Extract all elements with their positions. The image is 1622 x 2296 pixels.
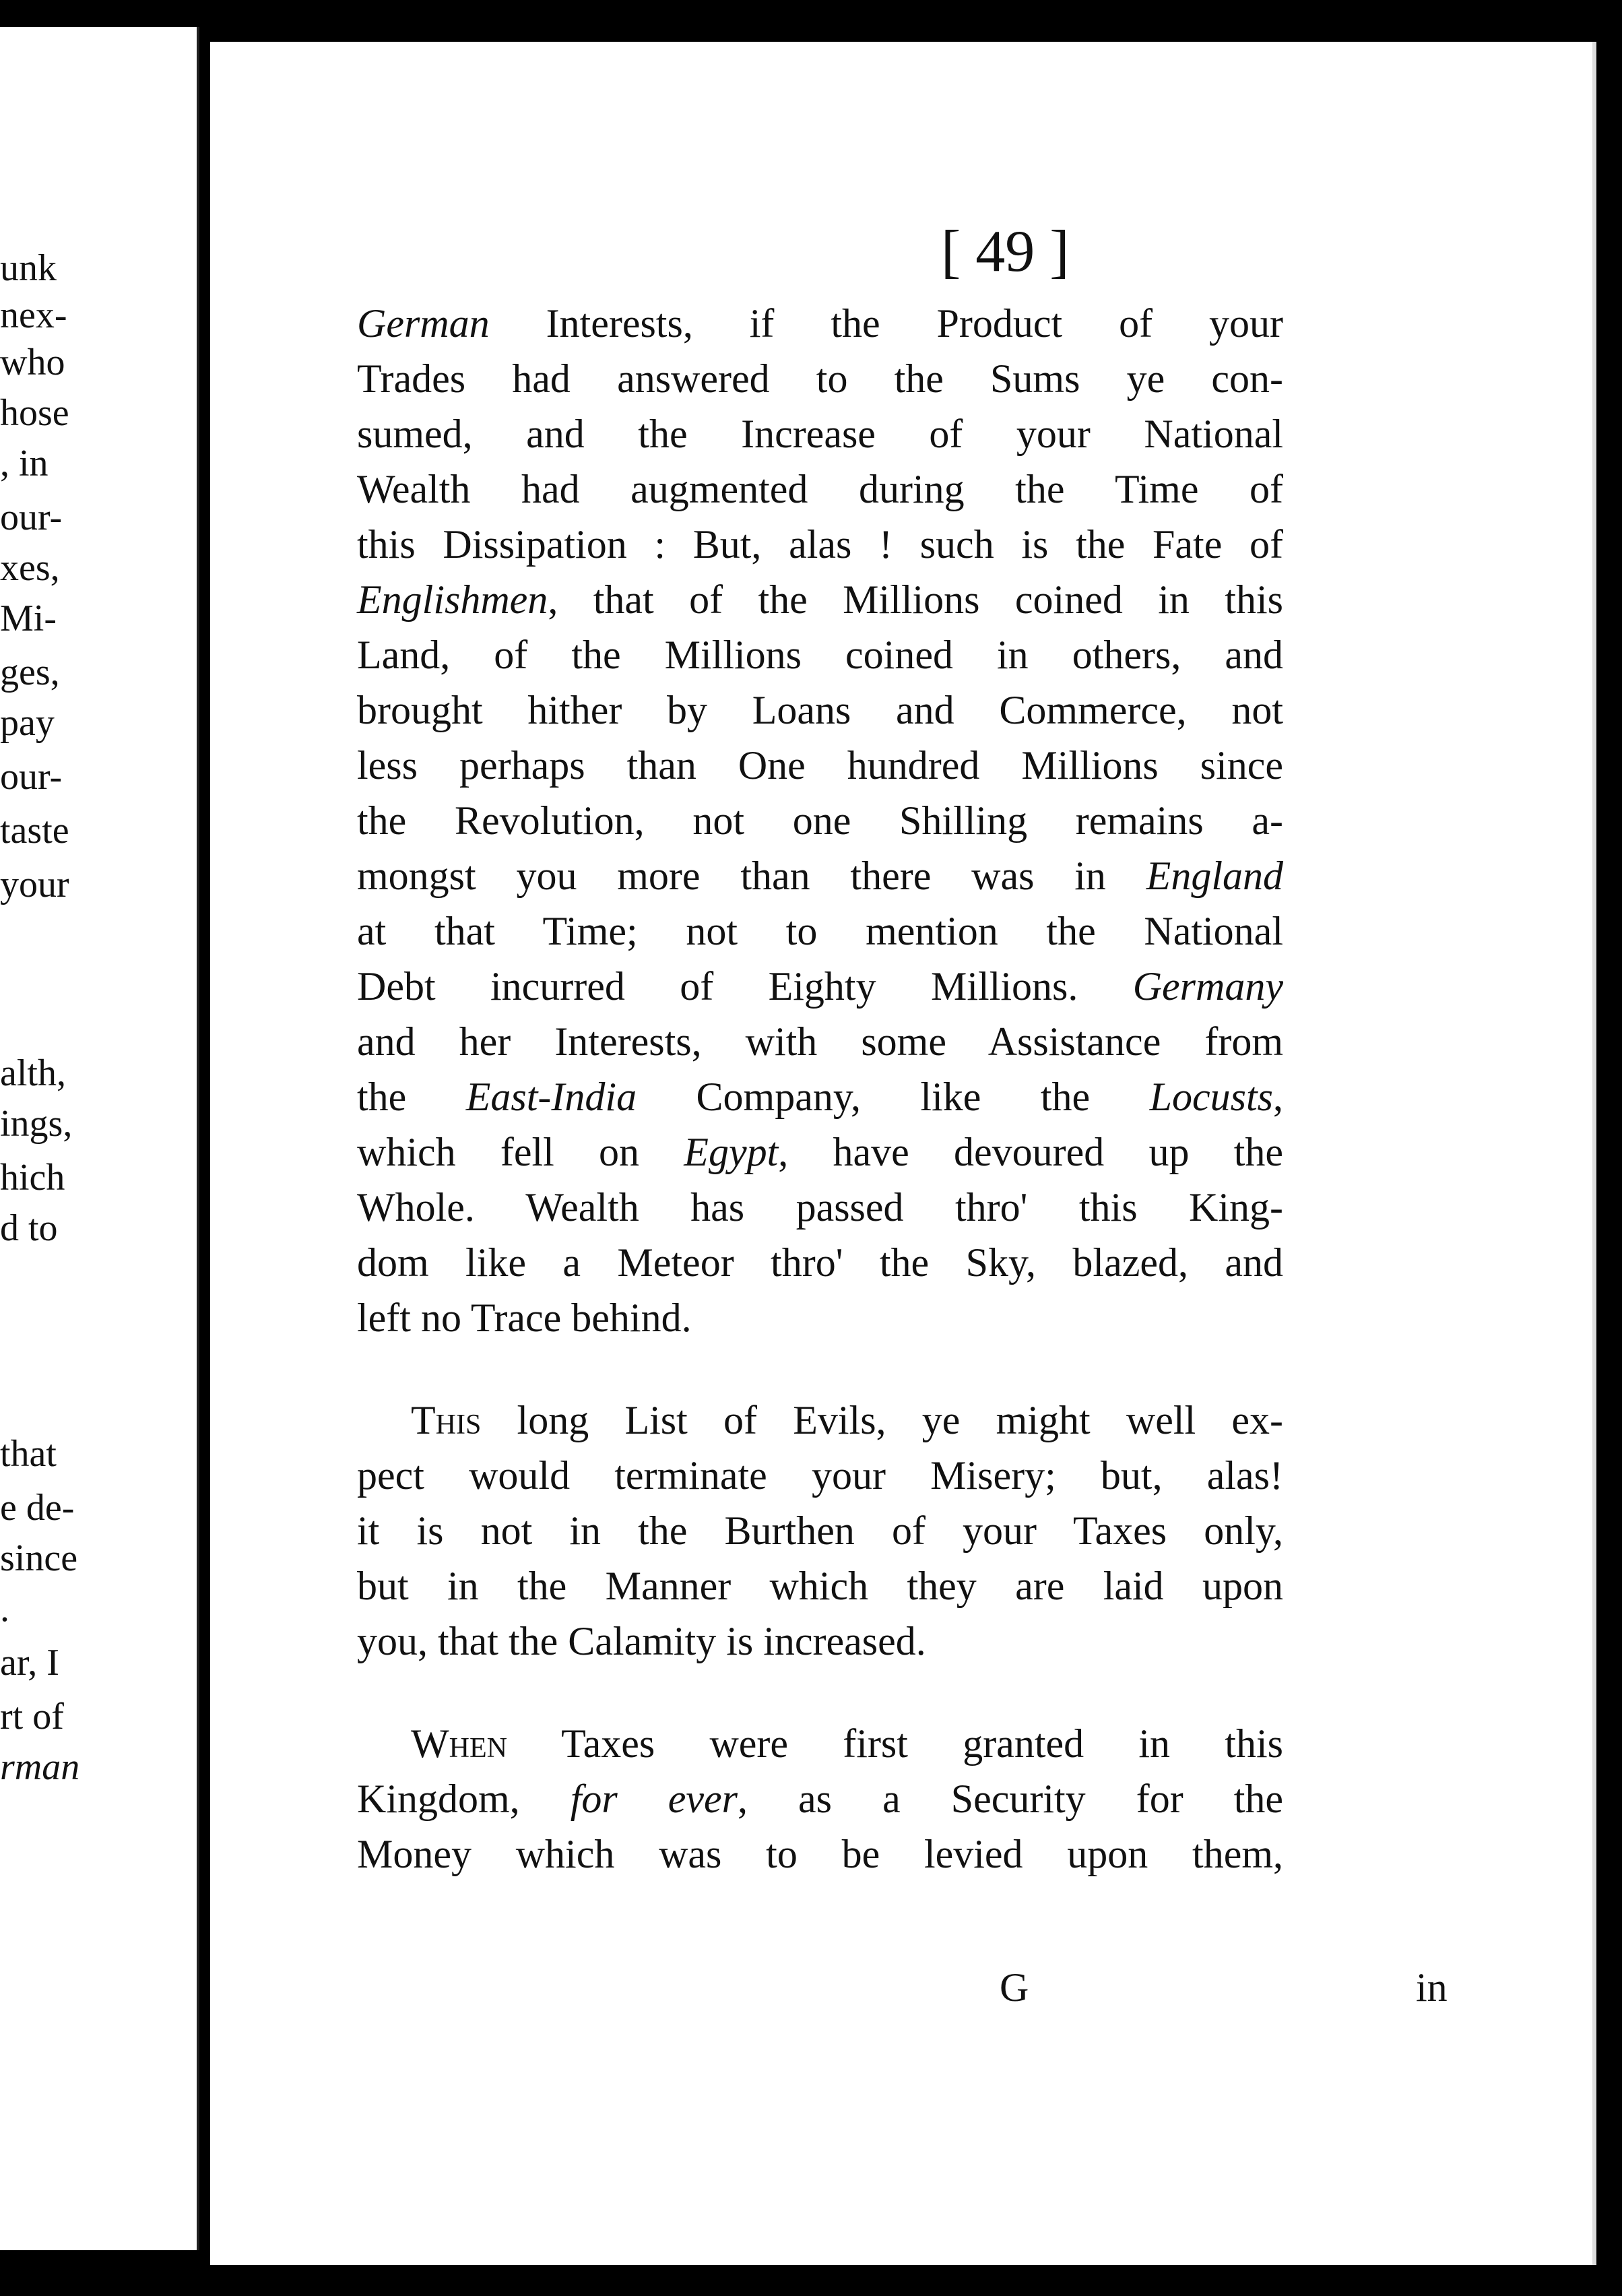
left-page-fragment: rman [0,1746,80,1788]
text-run: but in the Manner which they are laid upon [357,1564,1283,1608]
left-page-fragment: hich [0,1157,65,1199]
text-line [357,1021,1283,1062]
italic-text: German [357,301,490,346]
left-page-fragment: your [0,864,69,905]
page-number: [ 49 ] [941,219,1070,284]
text-run: mongst you more than there was in [357,854,1146,898]
left-page-fragment: since [0,1537,78,1579]
left-page-fragment: pay [0,702,55,744]
text-line [357,1566,1283,1606]
italic-text: Egypt [684,1130,779,1174]
text-line [357,1242,1283,1283]
italic-text: for ever [570,1777,738,1821]
left-page-fragment: rt of [0,1696,64,1737]
text-run: Interests, if the Product of your [489,301,1283,346]
text-line [357,966,1283,1007]
left-page-fragment: xes, [0,547,60,589]
text-run: the [357,1075,466,1119]
text-line [357,1185,1283,1230]
left-page-fragment: unk [0,247,57,289]
text-line [357,1723,1283,1764]
text-line [357,1834,1283,1874]
text-line [357,414,1283,454]
text-line [357,856,1283,896]
text-line [357,303,1283,344]
text-run: Kingdom, [357,1777,571,1821]
text-run: less perhaps than One hundred Millions since [357,743,1283,788]
left-page-fragment: our- [0,756,63,798]
text-line [357,524,1283,565]
text-run: Land, of the Millions coined in others, and [357,633,1283,677]
text-run: Whole. Wealth has passed thro' this King- [357,1185,1283,1230]
text-run: sumed, and the Increase of your National [357,412,1283,456]
left-facing-page [0,27,199,2250]
italic-text: Germany [1132,964,1283,1009]
italic-text: East-India [465,1075,637,1119]
text-run: , that of the Millions coined in this [548,577,1283,622]
left-page-fragment: d to [0,1207,58,1249]
italic-text: England [1146,854,1283,898]
text-line [357,1621,1283,1661]
text-line [357,358,1283,399]
text-run: brought hither by Loans and Commerce, not [357,688,1283,732]
left-page-fragment: who [0,342,65,383]
text-line [357,635,1283,675]
text-run: , [1273,1075,1283,1119]
left-page-fragment: our- [0,497,63,538]
text-line [357,690,1283,730]
text-run: Debt incurred of Eighty Millions. [357,964,1133,1009]
left-page-fragment: nex- [0,294,67,336]
left-page-fragment: ings, [0,1103,73,1145]
left-page-fragment: ar, I [0,1642,59,1684]
text-run: you, that the Calamity is increased. [357,1619,926,1663]
left-page-fragment: taste [0,810,69,852]
text-line [357,800,1283,841]
text-run: left no Trace behind. [357,1296,692,1340]
text-run: Money which was to be levied upon them, [357,1832,1283,1876]
catchword: in [1416,1965,1448,2010]
italic-text: Locusts [1149,1075,1273,1119]
text-run: this Dissipation : But, alas ! such is the Fate of [357,522,1283,567]
text-run: at that Time; not to mention the National [357,909,1283,953]
text-line [357,579,1283,620]
small-caps-text: When [411,1721,507,1766]
left-page-fragment: Mi- [0,598,57,639]
text-line [357,1298,1283,1338]
text-run: Company, like the [637,1075,1150,1119]
text-run: and her Interests, with some Assistance from [357,1019,1283,1064]
left-page-fragment: . [0,1588,9,1630]
left-page-fragment: hose [0,392,69,434]
left-page-fragment: e de- [0,1487,75,1529]
text-run: it is not in the Burthen of your Taxes only, [357,1508,1283,1553]
text-line [357,1132,1283,1172]
text-run: long List of Evils, ye might well ex- [481,1398,1283,1442]
text-line [357,1510,1283,1551]
left-page-fragment: ges, [0,651,60,693]
book-page [210,42,1596,2265]
text-line [357,745,1283,786]
text-run: the Revolution, not one Shilling remains a- [357,798,1283,843]
text-run: dom like a Meteor thro' the Sky, blazed, and [357,1240,1283,1285]
text-run: Trades had answered to the Sums ye con- [357,356,1283,401]
text-line [357,1779,1283,1819]
text-run: which fell on [357,1130,684,1174]
text-run: pect would terminate your Misery; but, alas! [357,1453,1283,1498]
small-caps-text: This [411,1398,482,1442]
left-page-fragment: that [0,1433,57,1475]
text-run: , have devoured up the [778,1130,1283,1174]
left-page-fragment: alth, [0,1052,66,1094]
signature-mark: G [1000,1965,1029,2010]
text-line [357,1077,1283,1117]
text-line [357,911,1283,951]
text-run: Wealth had augmented during the Time of [357,467,1283,511]
text-line [357,469,1283,509]
text-line [357,1455,1283,1496]
text-run: Taxes were first granted in this [507,1721,1283,1766]
italic-text: Englishmen [357,577,548,622]
text-run: , as a Security for the [738,1777,1284,1821]
left-page-fragment: , in [0,443,48,484]
text-line [357,1400,1283,1440]
